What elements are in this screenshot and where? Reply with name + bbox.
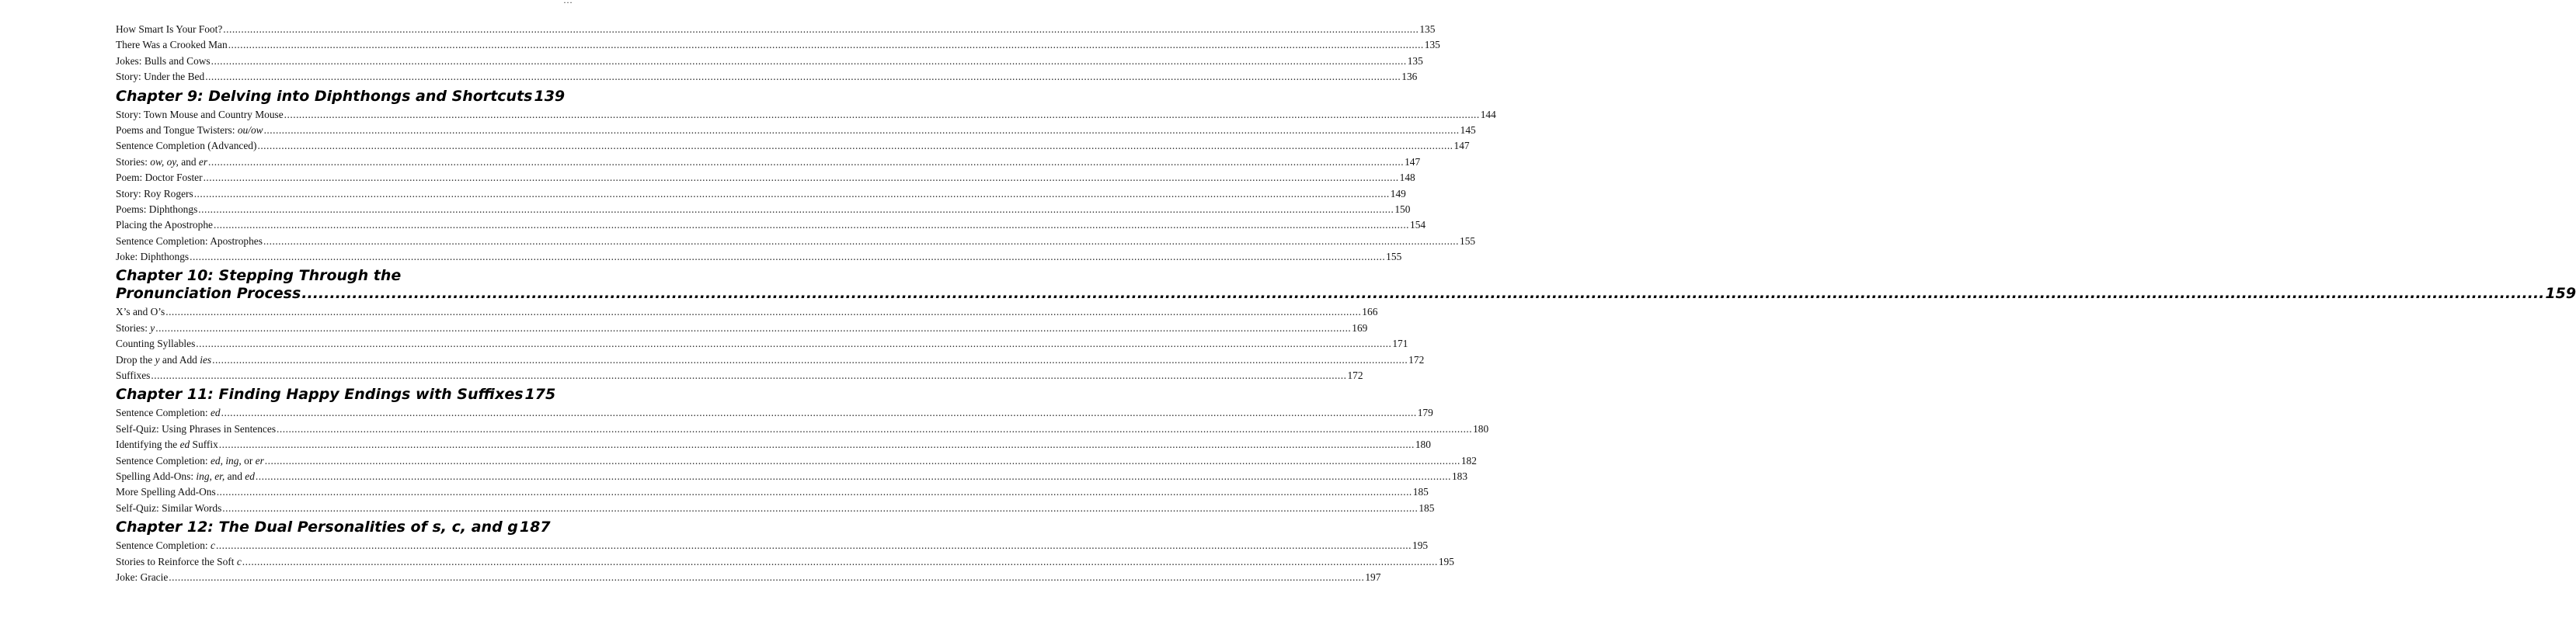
toc-entry[interactable] [116, 437, 1431, 453]
entry-title-part: Joke: Diphthongs [116, 251, 190, 263]
entry-title-part: Suffixes [116, 369, 151, 382]
entry-page-number: 166 [1362, 306, 1378, 318]
entry-title-part: Self-Quiz: Similar Words [116, 501, 222, 514]
entry-title-italic-part: y [155, 353, 160, 366]
entry-title [116, 107, 284, 123]
toc-entry[interactable] [116, 352, 1425, 368]
dot-leader: ................................................................................................................................................................................................................................................................................................................................................................................................................ [211, 54, 1407, 67]
entry-title-part: Sentence Completion: [116, 454, 211, 467]
entry-page-number: 148 [1399, 172, 1415, 184]
dot-leader: ................................................................................................................................................................................................................................................................................................................................................................................................................ [301, 285, 2545, 303]
page-corner-mark: … [563, 0, 573, 5]
entry-title [116, 453, 264, 469]
chapter-title-line [116, 285, 2576, 303]
dot-leader: ................................................................................................................................................................................................................................................................................................................................................................................................................ [151, 369, 1347, 382]
toc-entry[interactable] [116, 69, 1418, 85]
dot-leader: ................................................................................................................................................................................................................................................................................................................................................................................................................ [277, 422, 1473, 435]
chapter-title-line [116, 386, 556, 404]
entry-title-italic-part: ing, er, [196, 470, 225, 482]
entry-title [116, 37, 228, 53]
entry-title [116, 469, 255, 484]
toc-entry[interactable] [116, 484, 1429, 500]
entry-title [116, 304, 165, 320]
chapter-title: Chapter 9: Delving into Diphthongs and Shortcuts [116, 87, 533, 105]
dot-leader: ................................................................................................................................................................................................................................................................................................................................................................................................................ [213, 219, 1410, 231]
dot-leader: ................................................................................................................................................................................................................................................................................................................................................................................................................ [193, 187, 1390, 199]
entry-title-part: Stories: [116, 155, 151, 168]
entry-title [116, 368, 150, 383]
toc-entry[interactable] [116, 368, 1363, 383]
entry-title [116, 554, 242, 570]
chapter-heading[interactable] [116, 386, 556, 404]
entry-title [116, 138, 256, 154]
dot-leader: ................................................................................................................................................................................................................................................................................................................................................................................................................ [284, 108, 1480, 120]
chapter-title: Chapter 12: The Dual Personalities of s, c, and g [116, 519, 518, 536]
entry-page-number: 135 [1407, 54, 1423, 67]
entry-title [116, 249, 189, 265]
chapter-heading[interactable] [116, 519, 551, 536]
entry-title-italic-part: ed, ing, [210, 454, 242, 467]
entry-page-number: 182 [1460, 454, 1477, 467]
entry-page-number: 171 [1392, 338, 1408, 350]
entry-title-part: X’s and O’s [116, 306, 165, 318]
entry-title-part: Sentence Completion: Apostrophes [116, 234, 263, 247]
dot-leader: ................................................................................................................................................................................................................................................................................................................................................................................................................ [190, 251, 1386, 263]
toc-entry[interactable] [116, 37, 1440, 53]
entry-title-italic-part: er [198, 155, 208, 168]
dot-leader: ................................................................................................................................................................................................................................................................................................................................................................................................................ [222, 501, 1419, 514]
toc-entry[interactable] [116, 22, 1436, 37]
entry-title-italic-part: c [210, 539, 215, 552]
entry-title [116, 538, 215, 553]
entry-title [116, 501, 221, 516]
entry-title-part: More Spelling Add-Ons [116, 486, 216, 498]
chapter-page-number: 139 [534, 87, 566, 105]
entry-title-part: and [178, 155, 199, 168]
entry-title [116, 54, 211, 69]
chapter-title-line [116, 87, 566, 106]
entry-title [116, 170, 203, 186]
chapter-title: Pronunciation Process [116, 285, 301, 303]
entry-title-part: and [225, 470, 245, 482]
toc-entry[interactable] [116, 154, 1421, 170]
entry-page-number: 144 [1480, 108, 1496, 120]
dot-leader: ................................................................................................................................................................................................................................................................................................................................................................................................................ [263, 234, 1459, 247]
dot-leader: ................................................................................................................................................................................................................................................................................................................................................................................................................ [255, 470, 1451, 482]
toc-entry[interactable] [116, 405, 1433, 421]
entry-title-part: Identifying the [116, 439, 180, 451]
toc-entry[interactable] [116, 554, 1454, 570]
dot-leader: ................................................................................................................................................................................................................................................................................................................................................................................................................ [212, 353, 1408, 366]
entry-title-part: Drop the [116, 353, 155, 366]
entry-title-part: Placing the Apostrophe [116, 219, 213, 231]
dot-leader: ................................................................................................................................................................................................................................................................................................................................................................................................................ [221, 407, 1417, 419]
entry-page-number: 180 [1473, 422, 1489, 435]
entry-title-part: or [241, 454, 256, 467]
entry-title-part: Sentence Completion (Advanced) [116, 140, 257, 152]
entry-page-number: 183 [1451, 470, 1468, 482]
dot-leader: ................................................................................................................................................................................................................................................................................................................................................................................................................ [263, 123, 1460, 136]
dot-leader: ................................................................................................................................................................................................................................................................................................................................................................................................................ [242, 555, 1438, 567]
entry-page-number: 149 [1390, 187, 1406, 199]
dot-leader: ................................................................................................................................................................................................................................................................................................................................................................................................................ [155, 321, 1352, 334]
entry-title [116, 69, 204, 85]
chapter-title-line [116, 267, 534, 285]
toc-entry[interactable] [116, 249, 1402, 265]
entry-page-number: 180 [1415, 439, 1431, 451]
entry-title [116, 422, 276, 437]
chapter-title: Chapter 11: Finding Happy Endings with Suffixes [116, 386, 524, 404]
entry-title-part: Self-Quiz: Using Phrases in Sentences [116, 422, 277, 435]
toc-entry[interactable] [116, 123, 1476, 138]
entry-title-part: There Was a Crooked Man [116, 39, 228, 51]
entry-title [116, 22, 222, 37]
toc-entry[interactable] [116, 336, 1408, 352]
entry-title-italic-part: c [236, 555, 242, 567]
entry-title-part: How Smart Is Your Foot? [116, 23, 223, 35]
dot-leader: ................................................................................................................................................................................................................................................................................................................................................................................................................ [215, 539, 1412, 552]
entry-page-number: 195 [1438, 555, 1454, 567]
entry-page-number: 195 [1412, 539, 1429, 552]
entry-page-number: 145 [1460, 123, 1476, 136]
entry-page-number: 135 [1419, 23, 1436, 35]
entry-title-italic-part: ed [179, 439, 190, 451]
entry-page-number: 154 [1410, 219, 1426, 231]
toc-entry[interactable] [116, 138, 1470, 154]
entry-page-number: 155 [1386, 251, 1402, 263]
entry-title-part: Sentence Completion: [116, 407, 211, 419]
entry-title [116, 336, 195, 352]
dot-leader: ................................................................................................................................................................................................................................................................................................................................................................................................................ [218, 439, 1415, 451]
toc-entry[interactable] [116, 501, 1435, 516]
dot-leader: ................................................................................................................................................................................................................................................................................................................................................................................................................ [196, 338, 1392, 350]
toc-entry[interactable] [116, 570, 1381, 585]
entry-title-italic-part: er [255, 454, 264, 467]
dot-leader: ................................................................................................................................................................................................................................................................................................................................................................................................................ [203, 172, 1399, 184]
entry-page-number: 185 [1412, 486, 1429, 498]
entry-title-part: Joke: Gracie [116, 571, 169, 583]
entry-page-number: 147 [1405, 155, 1421, 168]
entry-title-italic-part: ed [210, 407, 221, 419]
chapter-page-number: 175 [524, 386, 556, 404]
entry-title-italic-part: ies [200, 353, 212, 366]
toc-section [116, 87, 1496, 265]
entry-title [116, 570, 168, 585]
entry-title-part: Stories: [116, 321, 151, 334]
entry-page-number: 197 [1365, 571, 1381, 583]
toc-entry[interactable] [116, 217, 1426, 233]
entry-title-part: Spelling Add-Ons: [116, 470, 197, 482]
toc-section [116, 267, 2576, 383]
toc-section [116, 519, 1454, 585]
entry-title [116, 202, 197, 217]
dot-leader: ................................................................................................................................................................................................................................................................................................................................................................................................................ [228, 39, 1424, 51]
entry-title-part: Poem: Doctor Foster [116, 172, 203, 184]
entry-title-italic-part: ed [245, 470, 255, 482]
entry-title [116, 484, 216, 500]
dot-leader: ................................................................................................................................................................................................................................................................................................................................................................................................................ [165, 306, 1362, 318]
dot-leader: ................................................................................................................................................................................................................................................................................................................................................................................................................ [198, 203, 1394, 215]
entry-title-part: Suffix [190, 439, 218, 451]
entry-title [116, 186, 193, 202]
chapter-heading[interactable] [116, 87, 566, 106]
entry-page-number: 172 [1408, 353, 1425, 366]
dot-leader: ................................................................................................................................................................................................................................................................................................................................................................................................................ [223, 23, 1419, 35]
toc-entry[interactable] [116, 202, 1411, 217]
entry-title-part: Sentence Completion: [116, 539, 211, 552]
toc-entry[interactable] [116, 538, 1429, 553]
entry-title [116, 123, 263, 138]
entry-title [116, 352, 211, 368]
entry-title [116, 437, 218, 453]
toc-entry[interactable] [116, 54, 1423, 69]
dot-leader: ................................................................................................................................................................................................................................................................................................................................................................................................................ [257, 140, 1453, 152]
toc-entry[interactable] [116, 422, 1489, 437]
entry-page-number: 147 [1453, 140, 1470, 152]
toc-entry[interactable] [116, 107, 1496, 123]
entry-title-part: Poems: Diphthongs [116, 203, 198, 215]
entry-title-part: Counting Syllables [116, 338, 196, 350]
chapter-page-number: 187 [519, 519, 551, 536]
chapter-title: Chapter 10: Stepping Through the [116, 267, 402, 285]
chapter-heading[interactable] [116, 267, 2576, 303]
toc-entry[interactable] [116, 170, 1415, 186]
entry-title-part: Story: Under the Bed [116, 71, 205, 83]
toc-entry[interactable] [116, 321, 1368, 336]
dot-leader: ................................................................................................................................................................................................................................................................................................................................................................................................................ [264, 454, 1460, 467]
toc-entry[interactable] [116, 186, 1406, 202]
dot-leader: ................................................................................................................................................................................................................................................................................................................................................................................................................ [205, 71, 1401, 83]
entry-title [116, 154, 207, 170]
entry-title [116, 234, 263, 249]
entry-page-number: 179 [1417, 407, 1433, 419]
entry-title-part: and Add [159, 353, 200, 366]
entry-title-part: Jokes: Bulls and Cows [116, 54, 211, 67]
entry-title-italic-part: ow, oy, [150, 155, 179, 168]
toc-entry[interactable] [116, 469, 1468, 484]
entry-title-part: Story: Roy Rogers [116, 187, 193, 199]
entry-title [116, 217, 213, 233]
dot-leader: ................................................................................................................................................................................................................................................................................................................................................................................................................ [169, 571, 1365, 583]
entry-page-number: 150 [1394, 203, 1411, 215]
entry-title-part: Poems and Tongue Twisters: [116, 123, 238, 136]
entry-title [116, 405, 221, 421]
entry-title-part: Story: Town Mouse and Country Mouse [116, 108, 284, 120]
entry-title-italic-part: y [150, 321, 155, 334]
entry-page-number: 185 [1419, 501, 1435, 514]
toc-entry[interactable] [116, 304, 1378, 320]
dot-leader: ................................................................................................................................................................................................................................................................................................................................................................................................................ [216, 486, 1412, 498]
chapter-title-line [116, 519, 551, 536]
entry-title-italic-part: ou/ow [237, 123, 263, 136]
entry-title-part: Stories to Reinforce the Soft [116, 555, 237, 567]
entry-page-number: 172 [1347, 369, 1363, 382]
entry-title [116, 321, 155, 336]
entry-page-number: 155 [1460, 234, 1476, 247]
toc-entry[interactable] [116, 453, 1477, 469]
toc-section [116, 22, 1440, 85]
toc-entry[interactable] [116, 234, 1476, 249]
entry-page-number: 169 [1352, 321, 1368, 334]
entry-page-number: 135 [1424, 39, 1440, 51]
table-of-contents [116, 22, 2576, 585]
dot-leader: ................................................................................................................................................................................................................................................................................................................................................................................................................ [208, 155, 1405, 168]
toc-section [116, 386, 1489, 516]
entry-page-number: 136 [1401, 71, 1418, 83]
chapter-page-number: 159 [2545, 285, 2576, 303]
